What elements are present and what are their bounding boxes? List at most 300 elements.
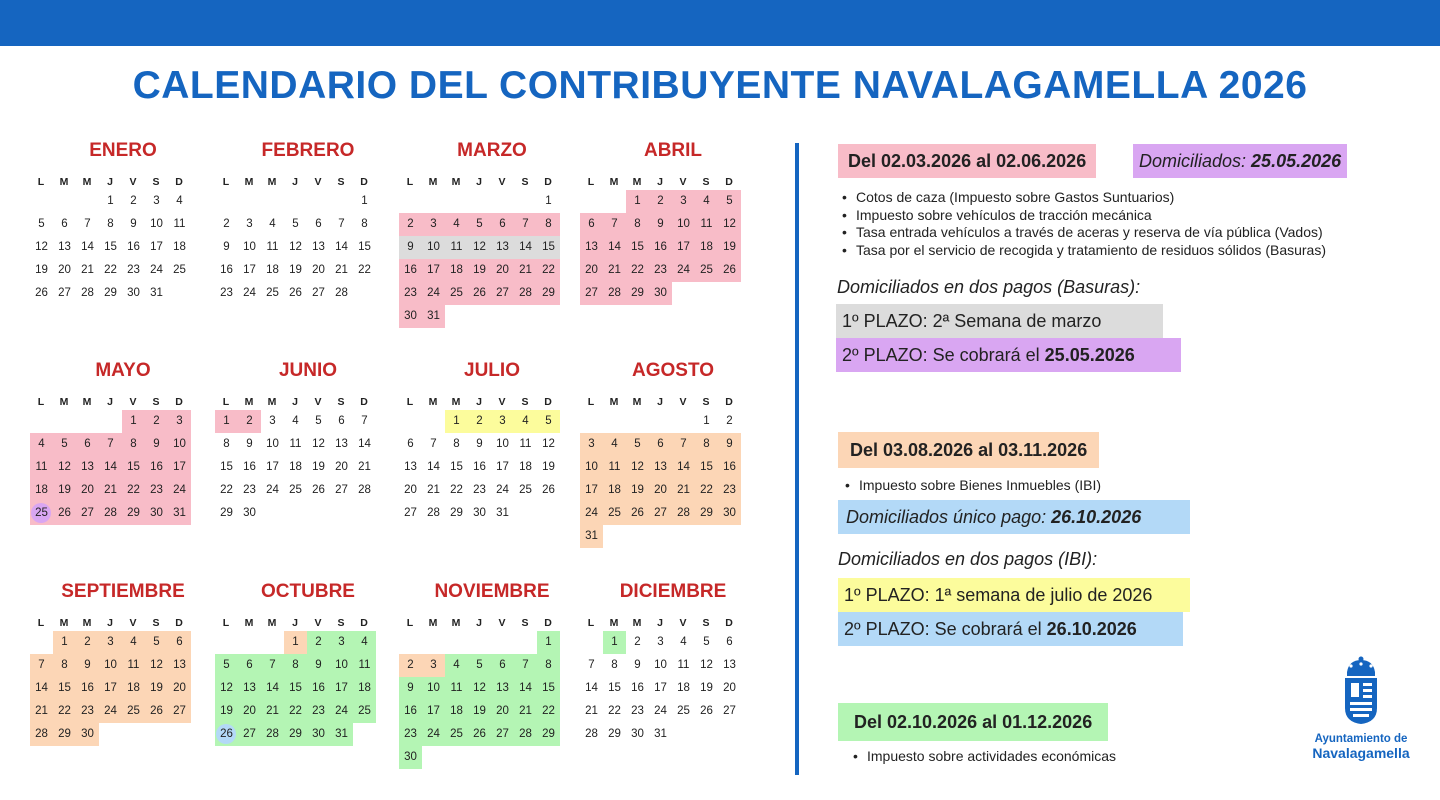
weekday-label: D [175,176,183,188]
day-number: 30 [243,507,256,519]
day-cell [30,723,53,746]
month-diciembre [580,581,766,781]
day-number: 16 [312,682,325,694]
day-cell [145,190,168,213]
day-cell [672,259,695,282]
day-cell [168,410,191,433]
weekday-label: J [657,617,663,629]
day-number: 2 [407,218,414,230]
day-number: 12 [289,241,302,253]
day-number: 22 [608,705,621,717]
day-cell [53,723,76,746]
day-number: 16 [127,241,140,253]
day-cell [580,213,603,236]
weekday-label: D [725,396,733,408]
day-number: 5 [476,659,483,671]
day-number: 5 [38,218,45,230]
day-number: 17 [585,484,598,496]
day-cell [626,213,649,236]
month-agosto [580,360,766,560]
day-number: 6 [84,438,91,450]
day-number: 19 [289,264,302,276]
day-number: 16 [404,264,417,276]
day-cell [215,456,238,479]
day-number: 11 [358,659,371,671]
day-number: 2 [726,415,733,427]
day-number: 22 [127,484,140,496]
day-cell [422,654,445,677]
day-number: 27 [654,507,667,519]
day-number: 11 [608,461,621,473]
month-abril [580,140,766,340]
weekday-label: V [498,617,506,629]
day-number: 16 [81,682,94,694]
day-number: 31 [496,507,509,519]
plazo2-1 [836,338,1181,372]
weekday-label: L [37,176,45,188]
day-number: 20 [404,484,417,496]
day-cell [649,213,672,236]
weekday-label: V [679,176,687,188]
day-cell [672,479,695,502]
day-cell [122,259,145,282]
day-cell [695,456,718,479]
day-cell [580,723,603,746]
day-cell [672,236,695,259]
day-number: 24 [104,705,117,717]
single-payment [838,500,1190,534]
day-number: 29 [700,507,713,519]
day-number: 1 [611,636,618,648]
day-number: 24 [677,264,690,276]
day-number: 17 [427,264,440,276]
day-number: 1 [634,195,641,207]
day-cell [238,654,261,677]
day-cell [445,259,468,282]
day-cell [122,502,145,525]
day-cell [626,259,649,282]
day-cell [468,213,491,236]
day-cell [580,654,603,677]
weekday-label: M [59,176,69,188]
plazo2-1-label: 2º PLAZO: Se cobrará el [842,345,1045,365]
day-cell [30,433,53,456]
day-cell [718,654,741,677]
day-number: 23 [127,264,140,276]
day-cell [307,259,330,282]
day-cell [672,631,695,654]
day-cell [514,259,537,282]
day-number: 17 [654,682,667,694]
weekday-label: M [632,396,642,408]
day-cell [537,654,560,677]
day-cell [718,631,741,654]
weekday-label: J [657,396,663,408]
day-cell [168,700,191,723]
period-1: Del 02.03.2026 al 02.06.2026 [838,144,1096,178]
day-number: 31 [173,507,186,519]
day-number: 11 [519,438,532,450]
day-cell [537,479,560,502]
day-cell [30,236,53,259]
single-payment-label: Domiciliados único pago: [846,507,1052,527]
day-number: 23 [654,264,667,276]
day-cell [399,213,422,236]
day-number: 22 [104,264,117,276]
day-number: 4 [703,195,710,207]
day-cell [445,700,468,723]
day-cell [76,631,99,654]
day-cell [76,259,99,282]
day-number: 7 [611,218,618,230]
day-cell [353,479,376,502]
weekday-label: L [37,396,45,408]
day-cell [399,502,422,525]
day-number: 26 [35,287,48,299]
day-number: 31 [335,728,348,740]
day-number: 20 [58,264,71,276]
day-number: 3 [246,218,253,230]
day-number: 31 [427,310,440,322]
day-number: 19 [473,264,486,276]
day-number: 10 [427,682,440,694]
day-number: 8 [292,659,299,671]
day-cell [261,479,284,502]
day-cell [30,282,53,305]
day-cell [122,213,145,236]
day-cell [718,677,741,700]
day-cell [307,723,330,746]
day-number: 22 [631,264,644,276]
weekday-label: J [107,396,113,408]
day-number: 25 [450,287,463,299]
day-number: 24 [585,507,598,519]
day-cell [99,654,122,677]
day-number: 4 [522,415,529,427]
day-number: 24 [243,287,256,299]
day-number: 26 [312,484,325,496]
day-cell [626,502,649,525]
day-number: 8 [611,659,618,671]
day-cell [238,236,261,259]
weekday-label: S [521,617,529,629]
day-cell [399,654,422,677]
day-number: 27 [243,728,256,740]
day-number: 11 [450,682,463,694]
day-cell [284,723,307,746]
day-cell [53,631,76,654]
day-number: 10 [677,218,690,230]
day-cell [307,456,330,479]
day-number: 1 [545,636,552,648]
day-number: 13 [654,461,667,473]
day-cell [537,190,560,213]
day-cell [514,236,537,259]
day-cell [580,236,603,259]
day-number: 21 [608,264,621,276]
day-cell [399,746,422,769]
weekday-label: S [521,176,529,188]
day-cell [122,456,145,479]
day-number: 15 [608,682,621,694]
day-number: 22 [358,264,371,276]
weekday-label: M [451,396,461,408]
day-number: 8 [107,218,114,230]
day-number: 30 [127,287,140,299]
day-cell [307,677,330,700]
plazo2-2-date: 26.10.2026 [1046,619,1137,639]
day-cell [718,410,741,433]
weekday-label: L [222,396,230,408]
day-number: 10 [585,461,598,473]
day-cell [399,677,422,700]
day-number: 1 [361,195,368,207]
weekday-label: V [679,396,687,408]
day-cell [76,236,99,259]
weekday-label: S [521,396,529,408]
day-number: 26 [473,728,486,740]
day-cell [626,282,649,305]
day-cell [422,700,445,723]
day-cell [468,433,491,456]
day-cell [718,502,741,525]
day-number: 18 [519,461,532,473]
day-number: 3 [338,636,345,648]
weekday-label: M [82,396,92,408]
day-cell [695,213,718,236]
day-cell [215,213,238,236]
day-number: 26 [150,705,163,717]
list-3 [849,748,1116,766]
day-number: 24 [173,484,186,496]
day-cell [307,236,330,259]
day-cell [215,700,238,723]
day-number: 2 [130,195,137,207]
day-number: 3 [176,415,183,427]
day-number: 14 [519,241,532,253]
day-number: 10 [654,659,667,671]
day-cell [261,654,284,677]
day-cell [215,677,238,700]
day-number: 12 [631,461,644,473]
day-cell [53,213,76,236]
day-cell [238,433,261,456]
day-cell [514,723,537,746]
month-name: FEBRERO [261,140,355,161]
day-number: 8 [130,438,137,450]
day-cell [145,479,168,502]
day-number: 9 [223,241,230,253]
day-cell [491,282,514,305]
day-cell [422,236,445,259]
day-cell [145,654,168,677]
day-cell [672,502,695,525]
day-cell [99,236,122,259]
day-number: 22 [220,484,233,496]
day-number: 20 [496,264,509,276]
day-cell [580,259,603,282]
day-cell [580,700,603,723]
day-cell [284,677,307,700]
day-cell [145,282,168,305]
day-cell [626,236,649,259]
day-cell [307,654,330,677]
day-number: 21 [677,484,690,496]
domiciled-1-label: Domiciliados: [1139,151,1252,171]
day-cell [330,723,353,746]
weekday-label: L [587,396,595,408]
day-cell [284,654,307,677]
day-cell [284,700,307,723]
day-number: 25 [519,484,532,496]
day-cell [399,433,422,456]
day-cell [215,433,238,456]
day-cell [626,433,649,456]
day-number: 10 [427,241,440,253]
day-number: 27 [723,705,736,717]
weekday-label: L [406,396,414,408]
day-cell [353,456,376,479]
weekday-label: M [82,176,92,188]
day-cell [53,479,76,502]
weekday-label: L [222,617,230,629]
day-cell [330,677,353,700]
day-number: 20 [173,682,186,694]
day-number: 4 [292,415,299,427]
day-number: 10 [104,659,117,671]
day-cell [603,723,626,746]
day-cell [307,631,330,654]
day-cell [238,502,261,525]
day-cell [399,282,422,305]
day-cell [718,479,741,502]
day-cell [445,236,468,259]
day-number: 1 [130,415,137,427]
day-number: 23 [404,728,417,740]
day-number: 2 [84,636,91,648]
day-number: 23 [150,484,163,496]
day-number: 12 [473,682,486,694]
weekday-label: V [498,396,506,408]
day-cell [76,282,99,305]
day-number: 19 [631,484,644,496]
day-number: 28 [81,287,94,299]
day-cell [445,410,468,433]
day-cell [649,479,672,502]
day-number: 8 [703,438,710,450]
day-number: 21 [104,484,117,496]
day-cell [649,433,672,456]
day-cell [238,282,261,305]
day-cell [649,282,672,305]
weekday-label: M [609,396,619,408]
weekday-label: M [451,617,461,629]
day-cell [330,479,353,502]
plazo2-2-label: 2º PLAZO: Se cobrará el [844,619,1047,639]
day-cell [353,631,376,654]
day-number: 17 [677,241,690,253]
day-cell [261,433,284,456]
weekday-label: L [587,176,595,188]
day-cell [718,236,741,259]
day-number: 13 [58,241,71,253]
day-number: 2 [407,659,414,671]
day-number: 12 [542,438,555,450]
day-number: 28 [519,287,532,299]
day-number: 4 [453,659,460,671]
month-febrero [215,140,401,340]
day-number: 1 [545,195,552,207]
day-cell [672,700,695,723]
day-cell [672,213,695,236]
day-cell [695,433,718,456]
domiciled-1-date: 25.05.2026 [1251,151,1342,171]
day-number: 25 [35,507,48,519]
day-cell [626,677,649,700]
day-number: 21 [519,264,532,276]
day-cell [53,456,76,479]
day-number: 17 [243,264,256,276]
day-cell [99,433,122,456]
day-cell [422,502,445,525]
day-number: 3 [430,218,437,230]
day-cell [122,700,145,723]
day-cell [284,213,307,236]
weekday-label: J [292,176,298,188]
weekday-label: D [725,176,733,188]
weekday-label: M [244,176,254,188]
day-number: 21 [266,705,279,717]
day-number: 15 [127,461,140,473]
day-number: 25 [677,705,690,717]
day-cell [168,631,191,654]
day-number: 9 [657,218,664,230]
weekday-label: M [244,617,254,629]
day-number: 28 [358,484,371,496]
day-cell [422,433,445,456]
day-cell [718,700,741,723]
logo-line2: Navalagamella [1312,745,1410,761]
day-number: 3 [269,415,276,427]
day-number: 29 [542,728,555,740]
day-number: 29 [450,507,463,519]
day-cell [399,479,422,502]
day-cell [468,502,491,525]
day-number: 10 [243,241,256,253]
day-number: 24 [654,705,667,717]
day-cell [445,433,468,456]
weekday-label: J [657,176,663,188]
day-number: 8 [453,438,460,450]
day-cell [491,259,514,282]
day-cell [399,456,422,479]
day-cell [468,654,491,677]
day-number: 2 [223,218,230,230]
day-cell [99,456,122,479]
day-number: 11 [289,438,302,450]
day-number: 27 [58,287,71,299]
day-number: 17 [266,461,279,473]
weekday-label: V [314,176,322,188]
day-number: 5 [315,415,322,427]
day-number: 10 [173,438,186,450]
day-number: 17 [173,461,186,473]
day-cell [307,433,330,456]
day-cell [168,654,191,677]
day-cell [284,479,307,502]
day-number: 4 [176,195,183,207]
day-cell [399,305,422,328]
